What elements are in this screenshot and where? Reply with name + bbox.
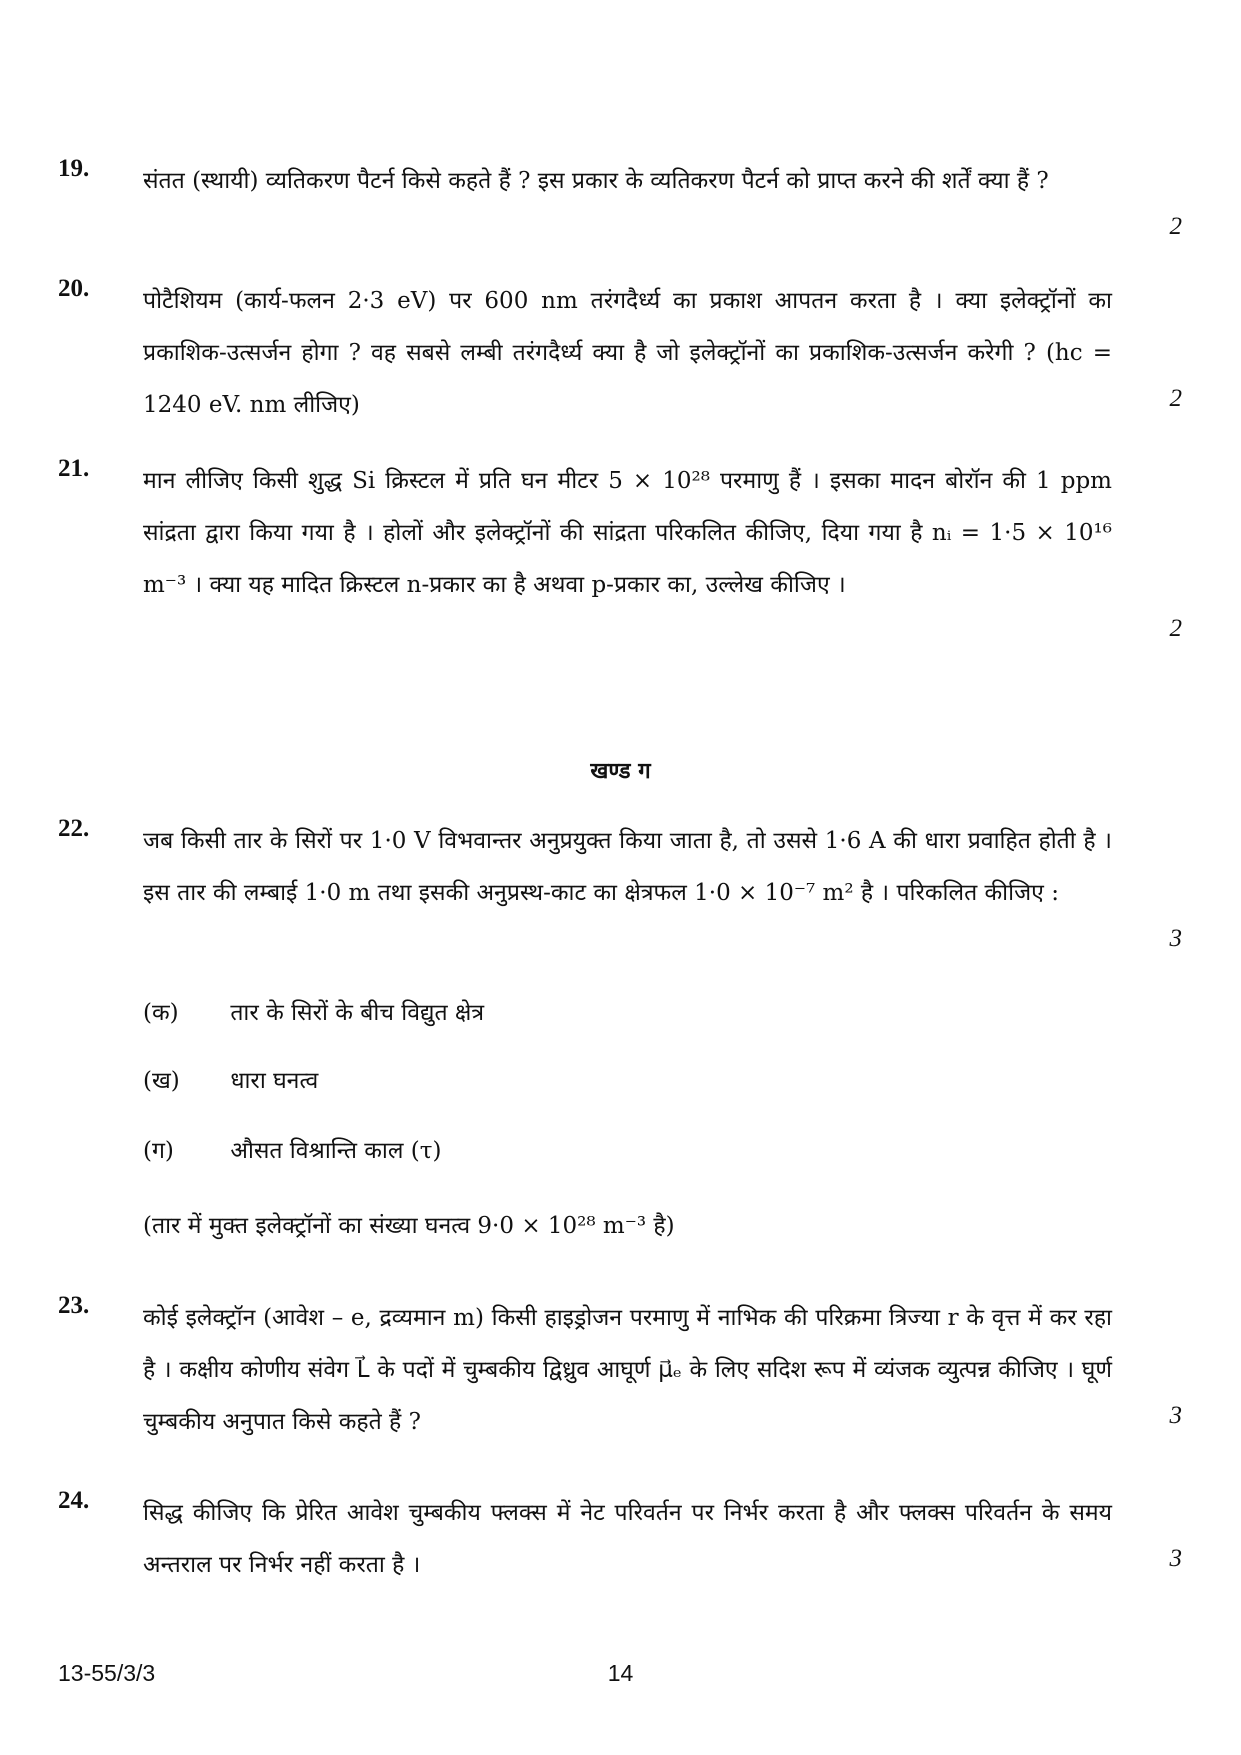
- question-number: 19.: [58, 155, 90, 182]
- question-text: संतत (स्थायी) व्यतिकरण पैटर्न किसे कहते हैं ? इस प्रकार के व्यतिकरण पैटर्न को प्राप्त करने की शर्तें क्या हैं ?: [143, 168, 1049, 194]
- question-number: 21.: [58, 455, 90, 482]
- marks: 3: [1169, 925, 1182, 952]
- part-text: औसत विश्रान्ति काल (τ): [230, 1138, 442, 1164]
- q22-part-c: [143, 1133, 441, 1165]
- question-22: [58, 815, 1182, 985]
- part-label: (ग): [143, 1138, 174, 1164]
- section-heading: खण्ड ग: [590, 758, 651, 784]
- part-label: (ख): [143, 1068, 180, 1094]
- paper-code: 13-55/3/3: [58, 1660, 156, 1686]
- q22-note: (तार में मुक्त इलेक्ट्रॉनों का संख्या घनत्व 9·0 × 10²⁸ m⁻³ है): [143, 1213, 675, 1239]
- q22-part-b: [143, 1063, 318, 1095]
- question-19: [58, 155, 1182, 265]
- question-number: 22.: [58, 815, 90, 842]
- part-text: धारा घनत्व: [230, 1068, 319, 1094]
- marks: 2: [1169, 385, 1182, 412]
- marks: 3: [1169, 1545, 1182, 1572]
- question-text: मान लीजिए किसी शुद्ध Si क्रिस्टल में प्रति घन मीटर 5 × 10²⁸ परमाणु हैं । इसका मादन बोरॉन की 1 ppm सांद्रता द्वारा किया गया है । होलों और इलेक्ट्रॉनों की सांद्रता परिकलित कीजिए, दिया गया है nᵢ = 1·5 × 10¹⁶ m⁻³ । क्या यह मादित क्रिस्टल n-प्रकार का है अथवा p-प्रकार का, उल्लेख कीजिए ।: [143, 468, 1112, 598]
- question-text: कोई इलेक्ट्रॉन (आवेश – e, द्रव्यमान m) किसी हाइड्रोजन परमाणु में नाभिक की परिक्रमा त्रिज्या r के वृत्त में कर रहा है । कक्षीय कोणीय संवेग L⃗ के पदों में चुम्बकीय द्विध्रुव आघूर्ण μ⃗ₑ के लिए सदिश रूप में व्यंजक व्युत्पन्न कीजिए । घूर्ण चुम्बकीय अनुपात किसे कहते हैं ?: [143, 1305, 1112, 1435]
- part-text: तार के सिरों के बीच विद्युत क्षेत्र: [230, 1000, 485, 1026]
- question-number: 20.: [58, 275, 90, 302]
- marks: 3: [1169, 1402, 1182, 1429]
- marks: 2: [1169, 615, 1182, 642]
- question-20: [58, 275, 1182, 435]
- question-number: 23.: [58, 1292, 90, 1319]
- question-text: पोटैशियम (कार्य-फलन 2·3 eV) पर 600 nm तरंगदैर्ध्य का प्रकाश आपतन करता है । क्या इलेक्ट्रॉनों का प्रकाशिक-उत्सर्जन होगा ? वह सबसे लम्बी तरंगदैर्ध्य क्या है जो इलेक्ट्रॉनों का प्रकाशिक-उत्सर्जन करेगी ? (hc = 1240 eV. nm लीजिए): [143, 288, 1112, 418]
- q22-part-a: [143, 995, 484, 1027]
- question-23: [58, 1292, 1182, 1452]
- question-text: सिद्ध कीजिए कि प्रेरित आवेश चुम्बकीय फ्लक्स में नेट परिवर्तन पर निर्भर करता है और फ्लक्स परिवर्तन के समय अन्तराल पर निर्भर नहीं करता है ।: [143, 1500, 1112, 1578]
- question-number: 24.: [58, 1487, 90, 1514]
- marks: 2: [1169, 213, 1182, 240]
- question-21: [58, 455, 1182, 675]
- question-text: जब किसी तार के सिरों पर 1·0 V विभवान्तर अनुप्रयुक्त किया जाता है, तो उससे 1·6 A की धारा प्रवाहित होती है । इस तार की लम्बाई 1·0 m तथा इसकी अनुप्रस्थ-काट का क्षेत्रफल 1·0 × 10⁻⁷ m² है । परिकलित कीजिए :: [143, 828, 1112, 906]
- part-label: (क): [143, 1000, 179, 1026]
- question-24: [58, 1487, 1182, 1597]
- page-number: 14: [607, 1660, 634, 1686]
